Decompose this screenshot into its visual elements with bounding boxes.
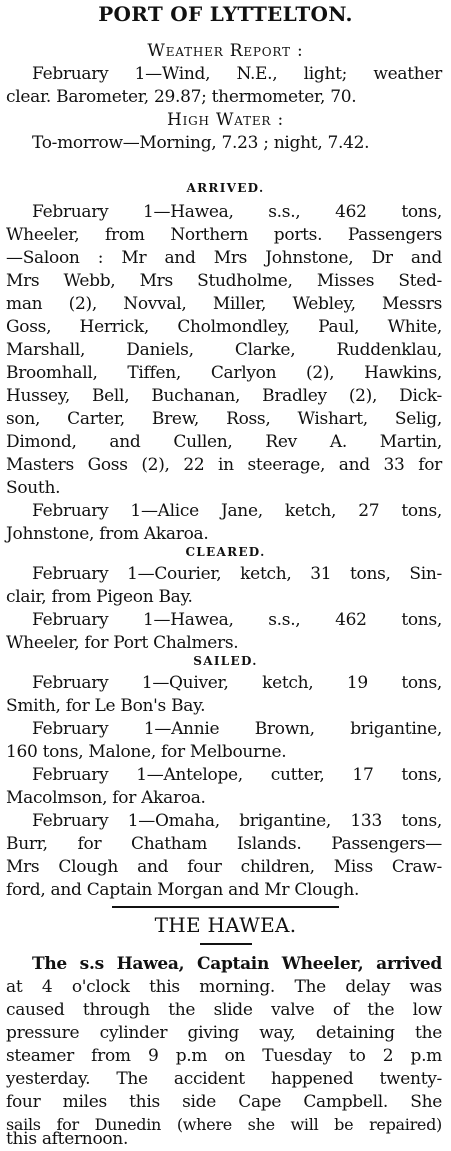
- article-title-the-hawea: THE HAWEA.: [154, 913, 297, 937]
- hawea-body-line: sails for Dunedin (where she will be repaired): [6, 1115, 442, 1134]
- arrived-line: Hussey, Bell, Buchanan, Bradley (2), Dick-: [6, 386, 442, 406]
- high-water-heading: High Water :: [166, 110, 285, 130]
- arrived-line: February 1—Hawea, s.s., 462 tons,: [32, 202, 442, 222]
- sailed-line: February 1—Annie Brown, brigantine,: [32, 719, 442, 739]
- arrived-line: Broomhall, Tiffen, Carlyon (2), Hawkins,: [6, 363, 442, 383]
- arrived-line: son, Carter, Brew, Ross, Wishart, Selig,: [6, 409, 442, 429]
- weather-report-heading: Weather Report :: [147, 41, 304, 61]
- article-title-port-of-lyttelton: PORT OF LYTTELTON.: [98, 2, 353, 26]
- sailed-line: ford, and Captain Morgan and Mr Clough.: [6, 880, 360, 900]
- title-dash-rule: [200, 943, 252, 945]
- arrived-line: Marshall, Daniels, Clarke, Ruddenklau,: [6, 340, 442, 360]
- cleared-heading: CLEARED.: [185, 545, 266, 559]
- hawea-body-line: at 4 o'clock this morning. The delay was: [6, 977, 442, 997]
- arrived-line: Wheeler, from Northern ports. Passengers: [6, 225, 442, 245]
- high-water-line: To-morrow—Morning, 7.23 ; night, 7.42.: [32, 133, 370, 153]
- arrived-heading: ARRIVED.: [186, 181, 265, 195]
- sailed-line: 160 tons, Malone, for Melbourne.: [6, 742, 287, 762]
- hawea-body-line: The s.s Hawea, Captain Wheeler, arrived: [32, 954, 442, 974]
- sailed-heading: SAILED.: [193, 654, 258, 668]
- cleared-line: clair, from Pigeon Bay.: [6, 587, 193, 607]
- arrived-line: Johnstone, from Akaroa.: [6, 524, 209, 544]
- sailed-line: February 1—Antelope, cutter, 17 tons,: [32, 765, 442, 785]
- cleared-line: Wheeler, for Port Chalmers.: [6, 633, 239, 653]
- cleared-line: February 1—Hawea, s.s., 462 tons,: [32, 610, 442, 630]
- arrived-line: Masters Goss (2), 22 in steerage, and 33 for: [6, 455, 442, 475]
- sailed-line: Mrs Clough and four children, Miss Craw-: [6, 857, 442, 877]
- sailed-line: Burr, for Chatham Islands. Passengers—: [6, 834, 442, 854]
- sailed-line: February 1—Quiver, ketch, 19 tons,: [32, 673, 442, 693]
- section-divider-rule: [112, 906, 339, 908]
- weather-line: February 1—Wind, N.E., light; weather: [32, 64, 442, 84]
- arrived-line: —Saloon : Mr and Mrs Johnstone, Dr and: [6, 248, 442, 268]
- arrived-line: Dimond, and Cullen, Rev A. Martin,: [6, 432, 442, 452]
- hawea-body-line: steamer from 9 p.m on Tuesday to 2 p.m: [6, 1046, 442, 1066]
- hawea-body-line: four miles this side Cape Campbell. She: [6, 1092, 442, 1112]
- sailed-line: Smith, for Le Bon's Bay.: [6, 696, 206, 716]
- arrived-line: South.: [6, 478, 61, 498]
- arrived-line: Mrs Webb, Mrs Studholme, Misses Sted-: [6, 271, 442, 291]
- sailed-line: February 1—Omaha, brigantine, 133 tons,: [32, 811, 442, 831]
- arrived-line: man (2), Novval, Miller, Webley, Messrs: [6, 294, 442, 314]
- arrived-line: Goss, Herrick, Cholmondley, Paul, White,: [6, 317, 442, 337]
- cleared-line: February 1—Courier, ketch, 31 tons, Sin-: [32, 564, 442, 584]
- hawea-body-line: pressure cylinder giving way, detaining the: [6, 1023, 442, 1043]
- hawea-body-line: yesterday. The accident happened twenty-: [6, 1069, 442, 1089]
- weather-line: clear. Barometer, 29.87; thermometer, 70.: [6, 87, 357, 107]
- arrived-line: February 1—Alice Jane, ketch, 27 tons,: [32, 501, 442, 521]
- sailed-line: Macolmson, for Akaroa.: [6, 788, 206, 808]
- hawea-body-line: this afternoon.: [6, 1129, 129, 1149]
- hawea-body-line: caused through the slide valve of the low: [6, 1000, 442, 1020]
